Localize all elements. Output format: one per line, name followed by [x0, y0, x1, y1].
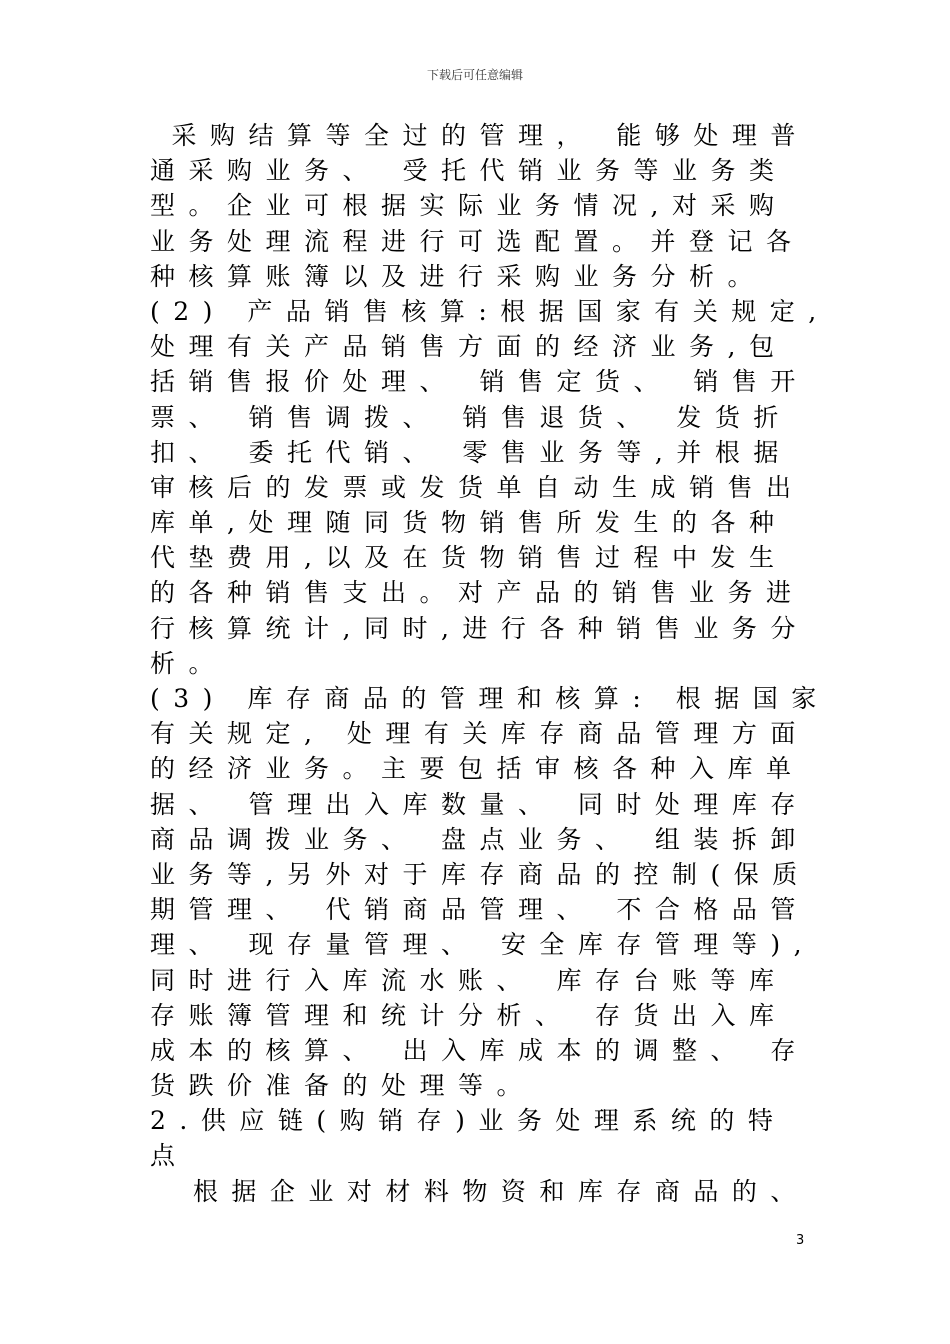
text-line: 业务处理流程进行可选配置。并登记各: [150, 226, 805, 256]
text-line: 通采购业务、 受托代销业务等业务类: [150, 156, 788, 186]
text-line: 存账簿管理和统计分析、 存货出入库: [150, 1000, 788, 1030]
page-number: 3: [796, 1233, 805, 1248]
text-line: (3) 库存商品的管理和核算: 根据国家: [150, 684, 830, 713]
text-line: 括销售报价处理、 销售定货、 销售开: [150, 367, 809, 397]
page-header: 下载后可任意编辑: [426, 68, 523, 82]
text-line: 货跌价准备的处理等。: [150, 1071, 536, 1101]
text-line: 库单,处理随同货物销售所发生的各种: [150, 508, 788, 538]
text-line: 行核算统计,同时,进行各种销售业务分: [150, 613, 809, 643]
text-line: 2.供应链(购销存)业务处理系统的特: [150, 1106, 787, 1136]
text-line: 的经济业务。主要包括审核各种入库单: [150, 754, 805, 784]
text-line: 处理有关产品销售方面的经济业务,包: [150, 332, 788, 362]
text-line: 审核后的发票或发货单自动生成销售出: [150, 472, 805, 502]
text-line: 种核算账簿以及进行采购业务分析。: [150, 261, 767, 291]
text-line: 扣、 委托代销、 零售业务等,并根据: [150, 437, 792, 467]
text-line: 采购结算等全过的管理， 能够处理普: [150, 121, 809, 150]
text-line: 期管理、 代销商品管理、 不合格品管: [150, 895, 809, 925]
text-line: 成本的核算、 出入库成本的调整、 存: [150, 1035, 809, 1065]
text-line: 代垫费用,以及在货物销售过程中发生: [150, 543, 788, 573]
text-line: 商品调拨业务、 盘点业务、 组装拆卸: [150, 824, 809, 854]
text-line: 型。企业可根据实际业务情况,对采购: [150, 191, 788, 221]
text-line: (2) 产品销售核算:根据国家有关规定,: [150, 296, 830, 326]
text-line: 根据企业对材料物资和库存商品的、: [150, 1176, 809, 1206]
text-line: 有关规定, 处理有关库存商品管理方面: [150, 719, 809, 749]
text-line: 的各种销售支出。对产品的销售业务进: [150, 578, 805, 608]
text-line: 同时进行入库流水账、 库存台账等库: [150, 965, 788, 995]
text-line: 析。: [150, 648, 228, 678]
text-line: 票、 销售调拨、 销售退货、 发货折: [150, 402, 792, 432]
text-line: 点: [150, 1141, 189, 1171]
document-body: [150, 118, 830, 1209]
text-line: 理、 现存量管理、 安全库存管理等),: [150, 930, 816, 960]
text-line: 据、 管理出入库数量、 同时处理库存: [150, 789, 809, 819]
text-line: 业务等,另外对于库存商品的控制(保质: [150, 859, 811, 889]
